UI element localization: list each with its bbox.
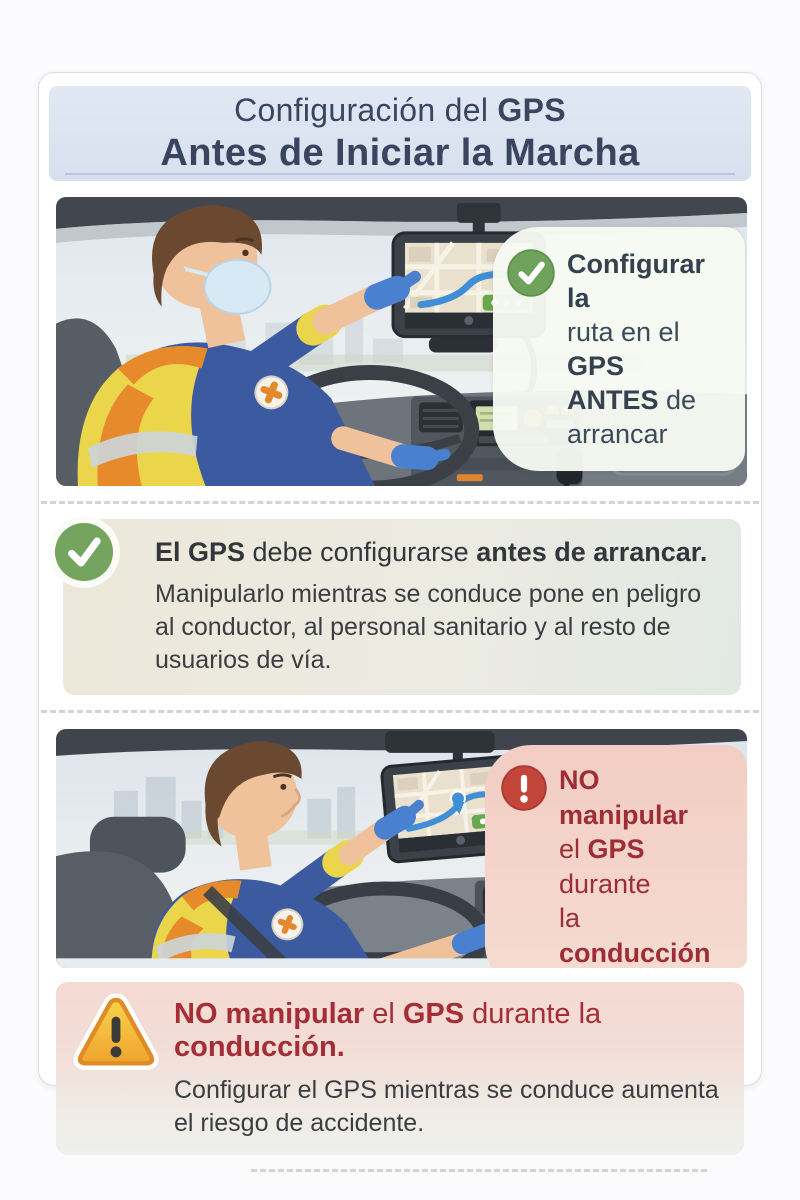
callout-line: durante xyxy=(559,868,651,899)
section-divider xyxy=(41,710,759,713)
note-ok-body: Manipularlo mientras se conduce pone en peligro al conductor, al personal sanitario y al resto de usuarios de vía. xyxy=(155,580,702,675)
warning-title-bold: NO manipular xyxy=(174,998,365,1031)
header-band xyxy=(49,86,751,181)
note-title-strong: antes de arrancar. xyxy=(476,537,708,568)
callout-line: arrancar xyxy=(567,419,668,450)
page-subtitle: Antes de Iniciar la Marcha xyxy=(160,132,640,174)
callout-line-bold: conducción xyxy=(559,937,711,968)
callout-text xyxy=(567,247,733,451)
page-title-regular: Configuración del xyxy=(234,92,498,128)
face-mask xyxy=(205,260,271,314)
callout-line-bold: ANTES xyxy=(567,385,659,416)
callout-line: Configurar la xyxy=(567,249,705,314)
alert-circle-icon xyxy=(501,765,547,811)
callout-line: el xyxy=(559,834,588,865)
ear xyxy=(166,263,186,283)
bottom-dashed-line xyxy=(251,1169,707,1172)
callout-line: ruta en el xyxy=(567,317,680,348)
illustration-while-driving xyxy=(56,729,747,968)
note-title-regular: debe configurarse xyxy=(245,537,477,568)
callout-configure-before xyxy=(493,227,745,471)
warning-triangle-icon xyxy=(72,992,160,1076)
section-divider xyxy=(41,501,759,504)
callout-line: de xyxy=(658,385,697,416)
check-icon xyxy=(507,249,555,297)
page-title-bold: GPS xyxy=(497,92,566,128)
callout-no-manipulate xyxy=(485,745,747,968)
warning-title xyxy=(174,998,722,1064)
warning-title-regular: durante la xyxy=(464,998,602,1031)
overhead-console xyxy=(385,731,495,753)
warning-title-bold: GPS xyxy=(402,998,465,1031)
eye xyxy=(280,784,286,790)
warning-title-bold: conducción. xyxy=(174,1031,345,1064)
note-ok-title xyxy=(155,537,715,568)
note-ok-box xyxy=(63,519,741,695)
page-title xyxy=(234,92,566,129)
check-icon-large xyxy=(55,523,113,581)
poster-card xyxy=(38,72,762,1137)
illustration-before-driving xyxy=(56,197,747,486)
eye xyxy=(242,250,248,256)
warning-body: Configurar el GPS mientras se conduce aumenta el riesgo de accidente. xyxy=(174,1076,719,1137)
callout-line-bold: GPS xyxy=(587,834,645,865)
callout-line-bold: NO manipular xyxy=(559,765,689,830)
note-title-bold: El GPS xyxy=(155,537,246,568)
warning-box xyxy=(56,982,744,1155)
warning-title-regular: el xyxy=(364,998,403,1031)
callout-line-bold: GPS xyxy=(567,351,625,382)
title-underline xyxy=(65,173,735,175)
callout-text xyxy=(559,763,735,968)
callout-line: la xyxy=(559,903,581,934)
gps-home-button xyxy=(464,316,473,325)
